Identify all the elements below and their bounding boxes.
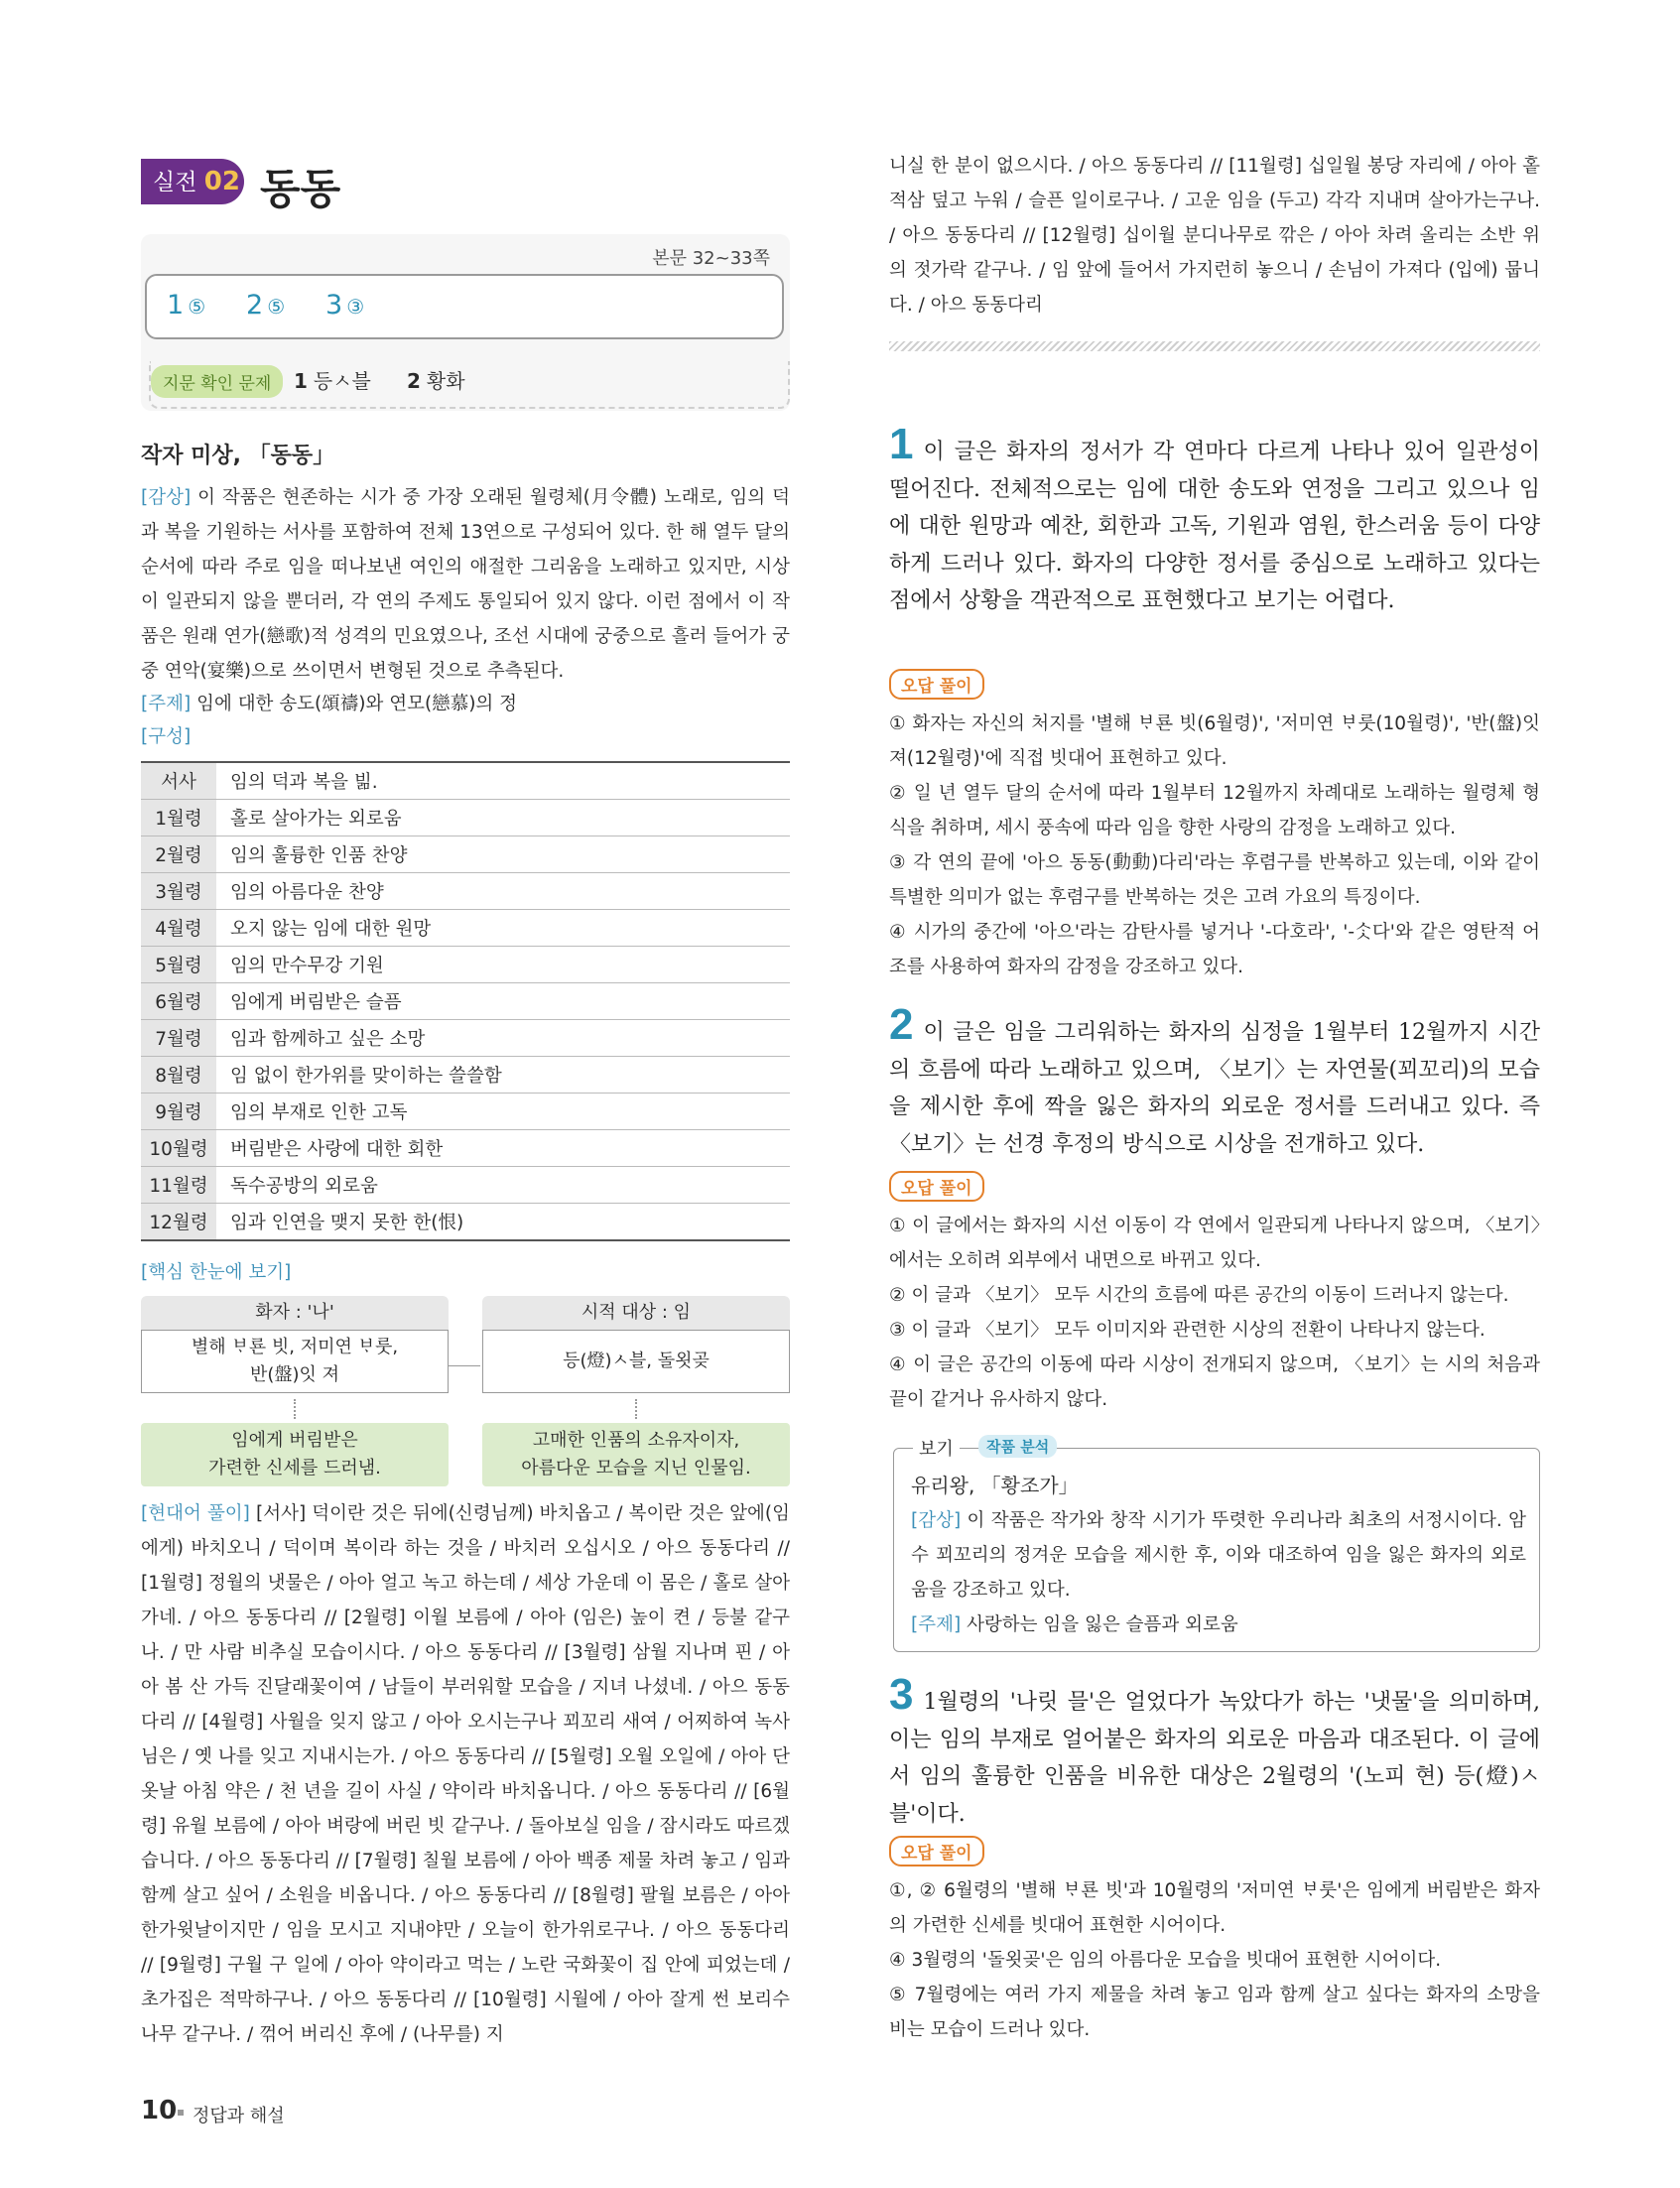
list-item: ⑤ 7월령에는 여러 가지 제물을 차려 놓고 임과 함께 살고 싶다는 화자의 소망을 비는 모습이 드러나 있다. — [889, 1985, 1540, 2040]
structure-content: 임 없이 한가위를 맞이하는 쓸쓸함 — [216, 1057, 790, 1094]
list-item: ③ 이 글과 〈보기〉 모두 이미지와 관련한 시상의 전환이 나타나지 않는다. — [889, 1320, 1486, 1341]
structure-table — [141, 761, 790, 1241]
bogi-content — [911, 1469, 1526, 1642]
structure-section: 6월령 — [141, 983, 216, 1020]
footer-label: 정답과 해설 — [193, 2106, 285, 2126]
answer-box — [145, 274, 784, 339]
badge-number: 02 — [203, 167, 240, 196]
structure-section: 서사 — [141, 762, 216, 800]
question-1-number: 1 — [889, 420, 914, 468]
structure-content: 임과 함께하고 싶은 소망 — [216, 1020, 790, 1057]
object-result: 고매한 인품의 소유자이자, 아름다운 모습을 지닌 인물임. — [482, 1423, 790, 1486]
speaker-result: 임에게 버림받은 가련한 신세를 드러냄. — [141, 1423, 449, 1486]
answer-1: 1 ⑤ — [167, 290, 206, 321]
structure-section: 3월령 — [141, 873, 216, 910]
structure-content: 독수공방의 외로움 — [216, 1167, 790, 1204]
work-title: 작자 미상, 「동동」 — [141, 444, 335, 468]
appreciation-tag: [감상] — [141, 487, 192, 508]
speaker-header: 화자 : '나' — [141, 1296, 449, 1330]
connector-line — [449, 1365, 480, 1366]
table-row — [141, 873, 790, 910]
question-2-explanation: 2 이 글은 임을 그리워하는 화자의 심정을 1월부터 12월까지 시간의 흐름에 따라 노래하고 있으며, 〈보기〉는 자연물(꾀꼬리)의 모습을 제시한 후에 짝을 잃은 화자의 외로운 정서를 드러내고 있다. 즉 〈보기〉는 선경 후정의 방식으로 시상을 전개하고 있다. — [889, 1000, 1540, 1157]
table-row — [141, 983, 790, 1020]
list-item: ①, ② 6월령의 '별해 ᄇᆞ룐 빗'과 10월령의 '저미연 ᄇᆞ룻'은 임에게 버림받은 화자의 가련한 신세를 빗대어 표현한 시어이다. — [889, 1880, 1540, 1936]
wrong-answer-label: 오답 풀이 — [889, 669, 984, 700]
speaker-box: 별해 ᄇᆞ룐 빗, 저미연 ᄇᆞ룻, 반(盤)잇 져 — [141, 1330, 449, 1393]
wrong-answer-label: 오답 풀이 — [889, 1171, 984, 1202]
bogi-label: 보기 — [913, 1435, 960, 1461]
table-row — [141, 910, 790, 947]
footer-bullet — [178, 2110, 184, 2116]
structure-section: 10월령 — [141, 1130, 216, 1167]
structure-content: 임의 만수무강 기원 — [216, 947, 790, 983]
wrong-answer-list-2 — [889, 1209, 1540, 1417]
object-box: 등(燈)ㅅ블, 돌욋곶 — [482, 1330, 790, 1393]
structure-section: 12월령 — [141, 1204, 216, 1241]
list-item: ② 이 글과 〈보기〉 모두 시간의 흐름에 따른 공간의 이동이 드러나지 않는다. — [889, 1285, 1509, 1306]
structure-section: 5월령 — [141, 947, 216, 983]
page-title: 동동 — [260, 165, 341, 213]
list-item: ① 이 글에서는 화자의 시선 이동이 각 연에서 일관되게 나타나지 않으며, 〈보기〉에서는 오히려 외부에서 내면으로 바뀌고 있다. — [889, 1216, 1540, 1271]
question-2-number: 2 — [889, 1000, 914, 1049]
section-badge — [141, 159, 244, 204]
theme-tag: [주제] — [141, 694, 192, 714]
table-row — [141, 1204, 790, 1241]
table-row — [141, 1094, 790, 1130]
answer-3: 3 ③ — [325, 290, 365, 321]
table-row — [141, 1057, 790, 1094]
modern-translation: [현대어 풀이] [서사] 덕이란 것은 뒤에(신령님께) 바치옵고 / 복이란 것은 앞에(임에게) 바치오니 / 덕이며 복이라 하는 것을 / 바치러 오십시오 / 아으 동동다리 // [1월령] 정월의 냇물은 / 아아 얼고 녹고 하는데 / 세상 가운데 이 몸은 / 홀로 살아가네. / 아으 동동다리 // [2월령] 이월 보름에 / 아아 (임은) 높이 켠 / 등불 같구나. / 만 사람 비추실 모습이시다. / 아으 동동다리 // [3월령] 삼월 지나며 핀 / 아아 봄 산 가득 진달래꽃이여 / 남들이 부러워할 모습을 / 지녀 나셨네. / 아으 동동다리 // [4월령] 사월을 잊지 않고 / 아아 오시는구나 꾀꼬리 새여 / 어찌하여 녹사님은 / 옛 나를 잊고 지내시는가. / 아으 동동다리 // [5월령] 오월 오일에 / 아아 단옷날 아침 약은 / 천 년을 길이 사실 / 약이라 바치옵니다. / 아으 동동다리 // [6월령] 유월 보름에 / 아아 벼랑에 버린 빗 같구나. / 돌아보실 임을 / 잠시라도 따르겠습니다. / 아으 동동다리 // [7월령] 칠월 보름에 / 아아 백종 제물 차려 놓고 / 임과 함께 살고 싶어 / 소원을 비옵니다. / 아으 동동다리 // [8월령] 팔월 보름은 / 아아 한가윗날이지만 / 임을 모시고 지내야만 / 오늘이 한가위로구나. / 아으 동동다리 // [9월령] 구월 구 일에 / 아아 약이라고 먹는 / 노란 국화꽃이 집 안에 피었는데 / 초가집은 적막하구나. / 아으 동동다리 // [10월령] 시월에 / 아아 잘게 썬 보리수나무 같구나. / 꺾어 버리신 후에 / (나무를) 지 — [141, 1503, 790, 2045]
page-number: 10 — [141, 2096, 178, 2125]
bogi-tag: 작품 분석 — [978, 1435, 1057, 1458]
check-label: 지문 확인 문제 — [151, 365, 283, 398]
question-3-number: 3 — [889, 1670, 914, 1719]
structure-section: 2월령 — [141, 837, 216, 873]
answer-2: 2 ⑤ — [246, 290, 286, 321]
structure-content: 임의 덕과 복을 빎. — [216, 762, 790, 800]
list-item: ① 화자는 자신의 처지를 '별해 ᄇᆞ룐 빗(6월령)', '저미연 ᄇᆞ룻(10월령)', '반(盤)잇 져(12월령)'에 직접 빗대어 표현하고 있다. — [889, 713, 1540, 769]
dotted-connector — [635, 1399, 639, 1419]
question-3-explanation: 3 1월령의 '나릿 믈'은 얼었다가 녹았다가 하는 '냇물'을 의미하며, 이는 임의 부재로 얼어붙은 화자의 외로운 마음과 대조된다. 이 글에서 임의 훌륭한 인품을 비유한 대상은 2월령의 '(노피 현) 등(燈)ㅅ블'이다. — [889, 1670, 1540, 1827]
table-row — [141, 762, 790, 800]
section-divider — [889, 341, 1540, 351]
wrong-answer-list-1 — [889, 707, 1540, 984]
structure-section: 9월령 — [141, 1094, 216, 1130]
question-1-explanation: 1 이 글은 화자의 정서가 각 연마다 다르게 나타나 있어 일관성이 떨어진다. 전체적으로는 임에 대한 송도와 연정을 그리고 있으나 임에 대한 원망과 예찬, 회한과 고독, 기원과 염원, 한스러움 등이 다양하게 드러나 있다. 화자의 다양한 정서를 중심으로 노래하고 있다는 점에서 상황을 객관적으로 표현했다고 보기는 어렵다. — [889, 420, 1540, 613]
bogi-theme: [주제] 사랑하는 임을 잃은 슬픔과 외로움 — [911, 1614, 1238, 1635]
page-reference: 본문 32~33쪽 — [652, 248, 770, 269]
bogi-title: 유리왕, 「황조가」 — [911, 1474, 1079, 1497]
list-item: ③ 각 연의 끝에 '아으 동동(動動)다리'라는 후렴구를 반복하고 있는데, 이와 같이 특별한 의미가 없는 후렴구를 반복하는 것은 고려 가요의 특징이다. — [889, 852, 1540, 908]
table-row — [141, 1167, 790, 1204]
table-row — [141, 1020, 790, 1057]
table-row — [141, 837, 790, 873]
list-item: ④ 이 글은 공간의 이동에 따라 시상이 전개되지 않으며, 〈보기〉는 시의 처음과 끝이 같거나 유사하지 않다. — [889, 1354, 1540, 1410]
list-item: ② 일 년 열두 달의 순서에 따라 1월부터 12월까지 차례대로 노래하는 월령체 형식을 취하며, 세시 풍속에 따라 임을 향한 사랑의 감정을 노래하고 있다. — [889, 783, 1540, 838]
wrong-answer-label: 오답 풀이 — [889, 1836, 984, 1866]
bogi-appreciation: [감상] 이 작품은 작가와 창작 시기가 뚜렷한 우리나라 최초의 서정시이다. 암수 꾀꼬리의 정겨운 모습을 제시한 후, 이와 대조하여 임을 잃은 화자의 외로움을 강조하고 있다. — [911, 1510, 1526, 1601]
structure-section: 1월령 — [141, 800, 216, 837]
structure-section: 4월령 — [141, 910, 216, 947]
structure-content: 임의 부재로 인한 고독 — [216, 1094, 790, 1130]
list-item: ④ 시가의 중간에 '아으'라는 감탄사를 넣거나 '-다호라', '-ᄉᆞᆺ다'와 같은 영탄적 어조를 사용하여 화자의 감정을 강조하고 있다. — [889, 922, 1540, 977]
translation-tag: [현대어 풀이] — [141, 1503, 250, 1524]
object-header: 시적 대상 : 임 — [482, 1296, 790, 1330]
table-row — [141, 800, 790, 837]
table-row — [141, 1130, 790, 1167]
structure-section: 7월령 — [141, 1020, 216, 1057]
wrong-answer-list-3 — [889, 1873, 1540, 2047]
list-item: ④ 3월령의 '돌욋곶'은 임의 아름다운 모습을 빗대어 표현한 시어이다. — [889, 1950, 1442, 1971]
structure-content: 임과 인연을 맺지 못한 한(恨) — [216, 1204, 790, 1241]
structure-content: 오지 않는 임에 대한 원망 — [216, 910, 790, 947]
check-answer-2: 2 황화 — [407, 369, 465, 393]
structure-content: 홀로 살아가는 외로움 — [216, 800, 790, 837]
core-summary-tag: [핵심 한눈에 보기] — [141, 1262, 292, 1283]
structure-content: 버림받은 사랑에 대한 회한 — [216, 1130, 790, 1167]
theme-line: [주제] 임에 대한 송도(頌禱)와 연모(戀慕)의 정 — [141, 694, 518, 714]
structure-content: 임의 훌륭한 인품 찬양 — [216, 837, 790, 873]
structure-tag: [구성] — [141, 726, 192, 747]
structure-content: 임에게 버림받은 슬픔 — [216, 983, 790, 1020]
structure-section: 11월령 — [141, 1167, 216, 1204]
table-row — [141, 947, 790, 983]
structure-content: 임의 아름다운 찬양 — [216, 873, 790, 910]
translation-continued: 니실 한 분이 없으시다. / 아으 동동다리 // [11월령] 십일월 봉당 자리에 / 아아 홑적삼 덮고 누워 / 슬픈 일이로구나. / 고운 임을 (두고) 각각 지내며 살아가는구나. / 아으 동동다리 // [12월령] 십이월 분디나무로 깎은 / 아아 차려 올리는 소반 위의 젓가락 같구나. / 임 앞에 들어서 가지런히 놓으니 / 손님이 가져다 (입에) 뭅니다. / 아으 동동다리 — [889, 156, 1540, 316]
structure-section: 8월령 — [141, 1057, 216, 1094]
appreciation-paragraph: [감상] 이 작품은 현존하는 시가 중 가장 오래된 월령체(月令體) 노래로, 임의 덕과 복을 기원하는 서사를 포함하여 전체 13연으로 구성되어 있다. 한 해 열두 달의 순서에 따라 주로 임을 떠나보낸 여인의 애절한 그리움을 노래하고 있지만, 시상이 일관되지 않을 뿐더러, 각 연의 주제도 통일되어 있지 않다. 이런 점에서 이 작품은 원래 연가(戀歌)적 성격의 민요였으나, 조선 시대에 궁중으로 흘러 들어가 궁중 연악(宴樂)으로 쓰이면서 변형된 것으로 추측된다. — [141, 487, 790, 682]
badge-prefix: 실전 — [153, 170, 197, 195]
dotted-connector — [294, 1399, 298, 1419]
check-answer-1: 1 등ㅅ블 — [294, 369, 371, 393]
